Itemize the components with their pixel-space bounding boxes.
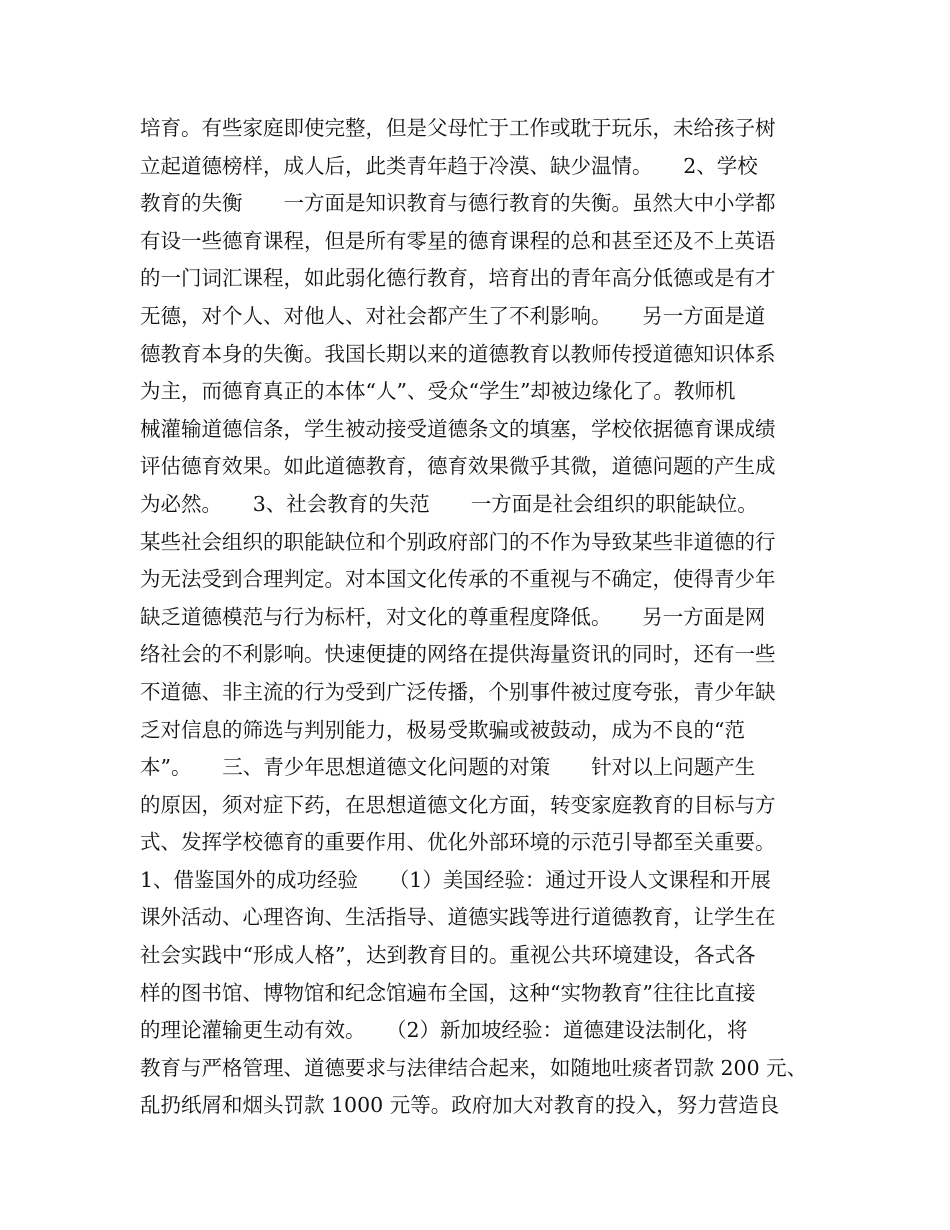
text-line-17: 乏对信息的筛选与判别能力，极易受欺骗或被鼓动，成为不良的“范 (140, 717, 745, 742)
text-line-23: 社会实践中“形成人格”，达到教育目的。重视公共环境建设，各式各 (140, 943, 756, 968)
text-line-19: 的原因，须对症下药，在思想道德文化方面，转变家庭教育的目标与方 (140, 792, 776, 817)
text-line-21: 1、借鉴国外的成功经验 （1）美国经验：通过开设人文课程和开展 (140, 867, 771, 892)
text-line-12: 某些社会组织的职能缺位和个别政府部门的不作为导致某些非道德的行 (140, 529, 776, 554)
text-line-2: 立起道德榜样，成人后，此类青年趋于冷漠、缺少温情。 2、学校 (140, 153, 758, 178)
body-text (140, 110, 840, 1125)
text-line-4: 有设一些德育课程，但是所有零星的德育课程的总和甚至还及不上英语 (140, 228, 776, 253)
text-line-3: 教育的失衡 一方面是知识教育与德行教育的失衡。虽然大中小学都 (140, 191, 776, 216)
text-line-27: 乱扔纸屑和烟头罚款 1000 元等。政府加大对教育的投入，努力营造良 (140, 1093, 780, 1118)
text-line-13: 为无法受到合理判定。对本国文化传承的不重视与不确定，使得青少年 (140, 567, 776, 592)
text-line-16: 不道德、非主流的行为受到广泛传播，个别事件被过度夸张，青少年缺 (140, 679, 776, 704)
text-line-8: 为主，而德育真正的本体“人”、受众“学生”却被边缘化了。教师机 (140, 379, 736, 404)
text-line-5: 的一门词汇课程，如此弱化德行教育，培育出的青年高分低德或是有才 (140, 266, 776, 291)
text-line-26: 教育与严格管理、道德要求与法律结合起来，如随地吐痰者罚款 200 元、 (140, 1055, 808, 1080)
text-line-9: 械灌输道德信条，学生被动接受道德条文的填塞，学校依据德育课成绩 (140, 416, 776, 441)
text-line-18: 本”。 三、青少年思想道德文化问题的对策 针对以上问题产生 (140, 755, 756, 780)
text-line-14: 缺乏道德模范与行为标杆，对文化的尊重程度降低。 另一方面是网 (140, 604, 766, 629)
text-line-22: 课外活动、心理咨询、生活指导、道德实践等进行道德教育，让学生在 (140, 905, 776, 930)
text-line-10: 评估德育效果。如此道德教育，德育效果微乎其微，道德问题的产生成 (140, 454, 776, 479)
text-line-6: 无德，对个人、对他人、对社会都产生了不利影响。 另一方面是道 (140, 303, 766, 328)
text-line-11: 为必然。 3、社会教育的失范 一方面是社会组织的职能缺位。 (140, 491, 758, 516)
text-line-25: 的理论灌输更生动有效。 （2）新加坡经验：道德建设法制化，将 (140, 1018, 748, 1043)
text-line-24: 样的图书馆、博物馆和纪念馆遍布全国，这种“实物教育”往往比直接 (140, 980, 756, 1005)
text-line-7: 德教育本身的失衡。我国长期以来的道德教育以教师传授道德知识体系 (140, 341, 776, 366)
text-line-20: 式、发挥学校德育的重要作用、优化外部环境的示范引导都至关重要。 (140, 830, 776, 855)
text-line-15: 络社会的不利影响。快速便捷的网络在提供海量资讯的同时，还有一些 (140, 642, 776, 667)
text-line-1: 培育。有些家庭即使完整，但是父母忙于工作或耽于玩乐，未给孩子树 (140, 116, 776, 140)
